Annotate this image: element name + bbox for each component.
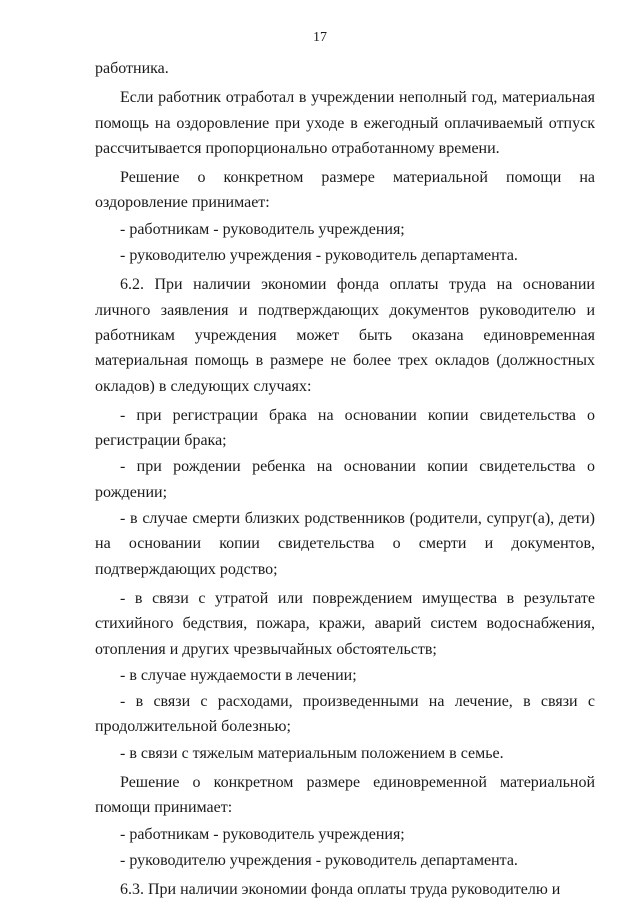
paragraph-decision-health-aid: Решение о конкретном размере материальной помощи на оздоровление принимает: bbox=[95, 169, 595, 212]
list-item-property-loss: - в связи с утратой или повреждением имущества в результате стихийного бедствия, пожара, кражи, аварий систем водоснабжения, отопления и других чрезвычайных обстоятельств; bbox=[95, 589, 595, 658]
paragraph-continuation: работника. bbox=[95, 60, 169, 77]
list-item-childbirth: - при рождении ребенка на основании копии свидетельства о рождении; bbox=[95, 458, 595, 501]
list-item-marriage: - при регистрации брака на основании копии свидетельства о регистрации брака; bbox=[95, 406, 595, 450]
paragraph-partial-year: Если работник отработал в учреждении неполный год, материальная помощь на оздоровление при уходе в ежегодный оплачиваемый отпуск рассчитывается пропорционально отработанному времени. bbox=[95, 89, 595, 157]
list-item-treatment-need: - в случае нуждаемости в лечении; bbox=[120, 666, 357, 684]
list-item-head: - руководителю учреждения - руководитель департамента. bbox=[120, 247, 518, 265]
page-number: 17 bbox=[313, 30, 327, 45]
list-item-head-2: - руководителю учреждения - руководитель департамента. bbox=[120, 851, 518, 869]
list-item-death: - в случае смерти близких родственников (родители, супруг(а), дети) на основании копии свидетельства о смерти и документов, подтверждающих родство; bbox=[95, 510, 595, 578]
list-item-hardship: - в связи с тяжелым материальным положением в семье. bbox=[120, 744, 504, 762]
document-body bbox=[95, 56, 595, 903]
paragraph-6-3: 6.3. При наличии экономии фонда оплаты труда руководителю и bbox=[120, 881, 561, 899]
list-item-employees-2: - работникам - руководитель учреждения; bbox=[120, 825, 405, 843]
list-item-treatment-costs: - в связи с расходами, произведенными на лечение, в связи с продолжительной болезнью; bbox=[95, 693, 595, 736]
paragraph-decision-lump-sum: Решение о конкретном размере единовременной материальной помощи принимает: bbox=[95, 774, 595, 817]
paragraph-6-2: 6.2. При наличии экономии фонда оплаты труда на основании личного заявления и подтверждающих документов руководителю и работникам учреждения может быть оказана единовременная материальная помощь в размере не более трех окладов (должностных окладов) в следующих случаях: bbox=[95, 276, 595, 395]
list-item-employees: - работникам - руководитель учреждения; bbox=[120, 220, 405, 238]
